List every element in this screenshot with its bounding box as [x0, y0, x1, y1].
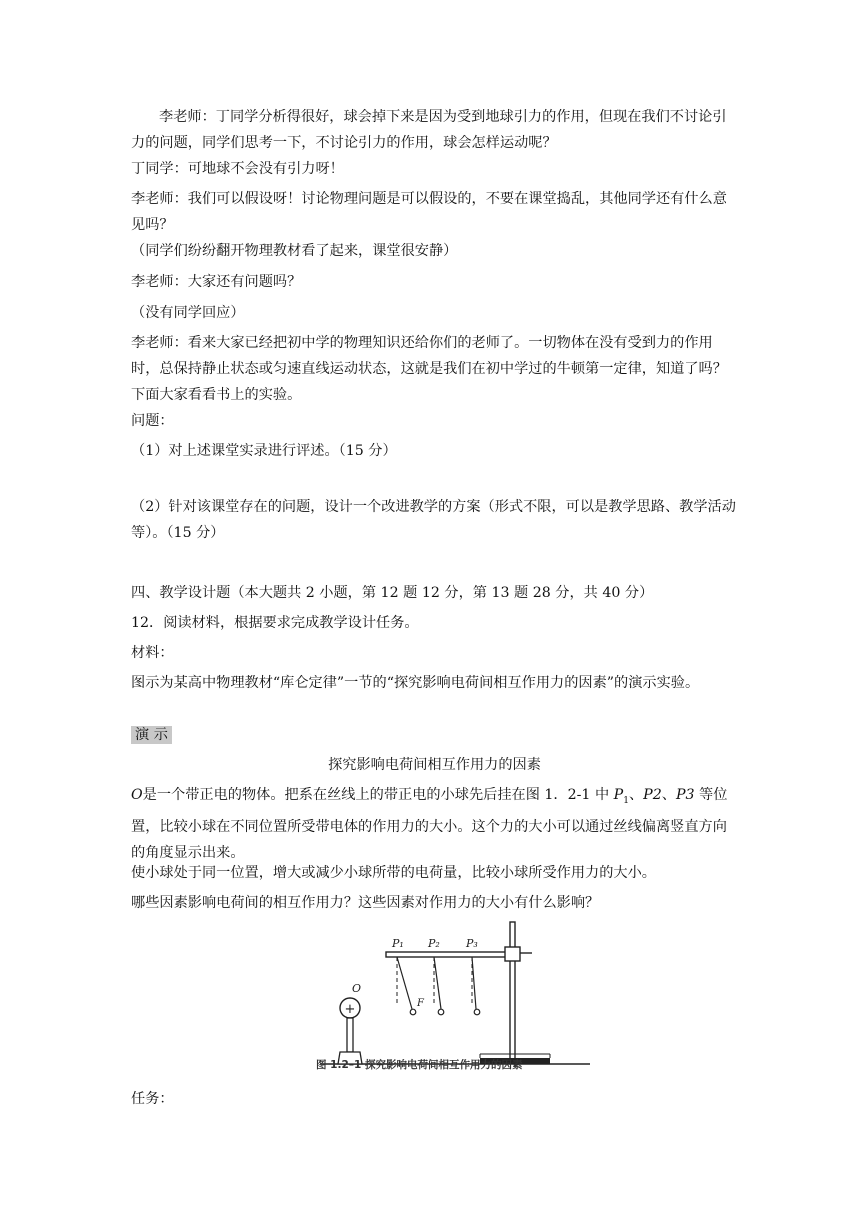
symbol-p1-sub: 1 — [623, 795, 629, 806]
dialog-line-action-1: （同学们纷纷翻开物理教材看了起来，课堂很安静） — [131, 243, 458, 259]
clamp — [505, 947, 520, 961]
symbol-p3: P3 — [675, 787, 695, 803]
label-p3: P₃ — [466, 937, 478, 950]
question-1: （1）对上述课堂实录进行评述。（15 分） — [131, 443, 397, 459]
dialog-line-teacher-1: 李老师：丁同学分析得很好，球会掉下来是因为受到地球引力的作用，但现在我们不讨论引力的问题，同学们思考一下，不讨论引力的作用，球会怎样运动呢？ — [131, 109, 727, 151]
horizontal-rod — [386, 952, 517, 957]
symbol-p2: P2 — [643, 787, 662, 803]
plus-sign: + — [344, 1002, 356, 1017]
demo-tag-line — [131, 722, 738, 748]
insulating-stand — [347, 1018, 353, 1052]
vertical-stand — [510, 922, 515, 1060]
question-12: 12．阅读材料，根据要求完成教学设计任务。 — [131, 615, 419, 631]
label-p2: P₂ — [428, 937, 440, 950]
label-p1: P₁ — [392, 937, 404, 950]
label-o: O — [352, 982, 362, 995]
section-4-heading: 四、教学设计题（本大题共 2 小题，第 12 题 12 分，第 13 题 28 分，共 40 分） — [131, 585, 654, 601]
symbol-o: O — [131, 787, 143, 803]
thread-p1 — [397, 957, 412, 1009]
demo-paragraph-3: 哪些因素影响电荷间的相互作用力？这些因素对作用力的大小有什么影响？ — [131, 895, 600, 911]
thread-p3 — [472, 957, 476, 1009]
dialog-line-action-2: （没有同学回应） — [131, 305, 245, 321]
material-label: 材料： — [131, 645, 174, 661]
demo-paragraph-1 — [131, 782, 738, 866]
demo-paragraph-1-a: 是一个带正电的物体。把系在丝线上的带正电的小球先后挂在图 1．2-1 中 — [142, 787, 614, 803]
material-text: 图示为某高中物理教材“库仑定律”一节的“探究影响电荷间相互作用力的因素”的演示实验。 — [131, 675, 700, 691]
task-label: 任务： — [131, 1091, 174, 1107]
demo-title: 探究影响电荷间相互作用力的因素 — [328, 757, 541, 773]
demo-paragraph-2: 使小球处于同一位置，增大或减少小球所带的电荷量，比较小球所受作用力的大小。 — [131, 865, 656, 881]
demo-tag: 演 示 — [131, 726, 172, 744]
apparatus-diagram — [300, 920, 595, 1080]
figure-caption: 图 1.2–1 探究影响电荷间相互作用力的因素 — [316, 1059, 523, 1071]
experiment-figure — [300, 920, 595, 1080]
ball-p2 — [438, 1009, 444, 1015]
dialog-line-teacher-3: 李老师：大家还有问题吗？ — [131, 274, 302, 290]
symbol-p1: P — [613, 787, 624, 803]
demo-paragraph-1-b: 等位置，比较小球在不同位置所受带电体的作用力的大小。这个力的大小可以通过丝线偏离竖直方向的角度显示出来。 — [131, 787, 728, 861]
dialog-line-teacher-4: 李老师：看来大家已经把初中学的物理知识还给你们的老师了。一切物体在没有受到力的作用时，总保持静止状态或匀速直线运动状态，这就是我们在初中学过的牛顿第一定律，知道了吗？下面大家看看书上的实验。 — [131, 335, 727, 403]
dialog-line-teacher-2: 李老师：我们可以假设呀！讨论物理问题是可以假设的，不要在课堂捣乱，其他同学还有什么意见吗？ — [131, 191, 727, 233]
ball-p3 — [474, 1009, 480, 1015]
question-2: （2）针对该课堂存在的问题，设计一个改进教学的方案（形式不限，可以是教学思路、教学活动等）。（15 分） — [131, 499, 736, 541]
label-f: F — [417, 998, 424, 1009]
thread-p2 — [434, 957, 441, 1009]
questions-label: 问题： — [131, 413, 174, 429]
separator-2: 、 — [661, 787, 676, 803]
dialog-line-student: 丁同学：可地球不会没有引力呀！ — [131, 161, 344, 177]
ball-p1 — [410, 1009, 416, 1015]
separator-1: 、 — [628, 787, 644, 803]
